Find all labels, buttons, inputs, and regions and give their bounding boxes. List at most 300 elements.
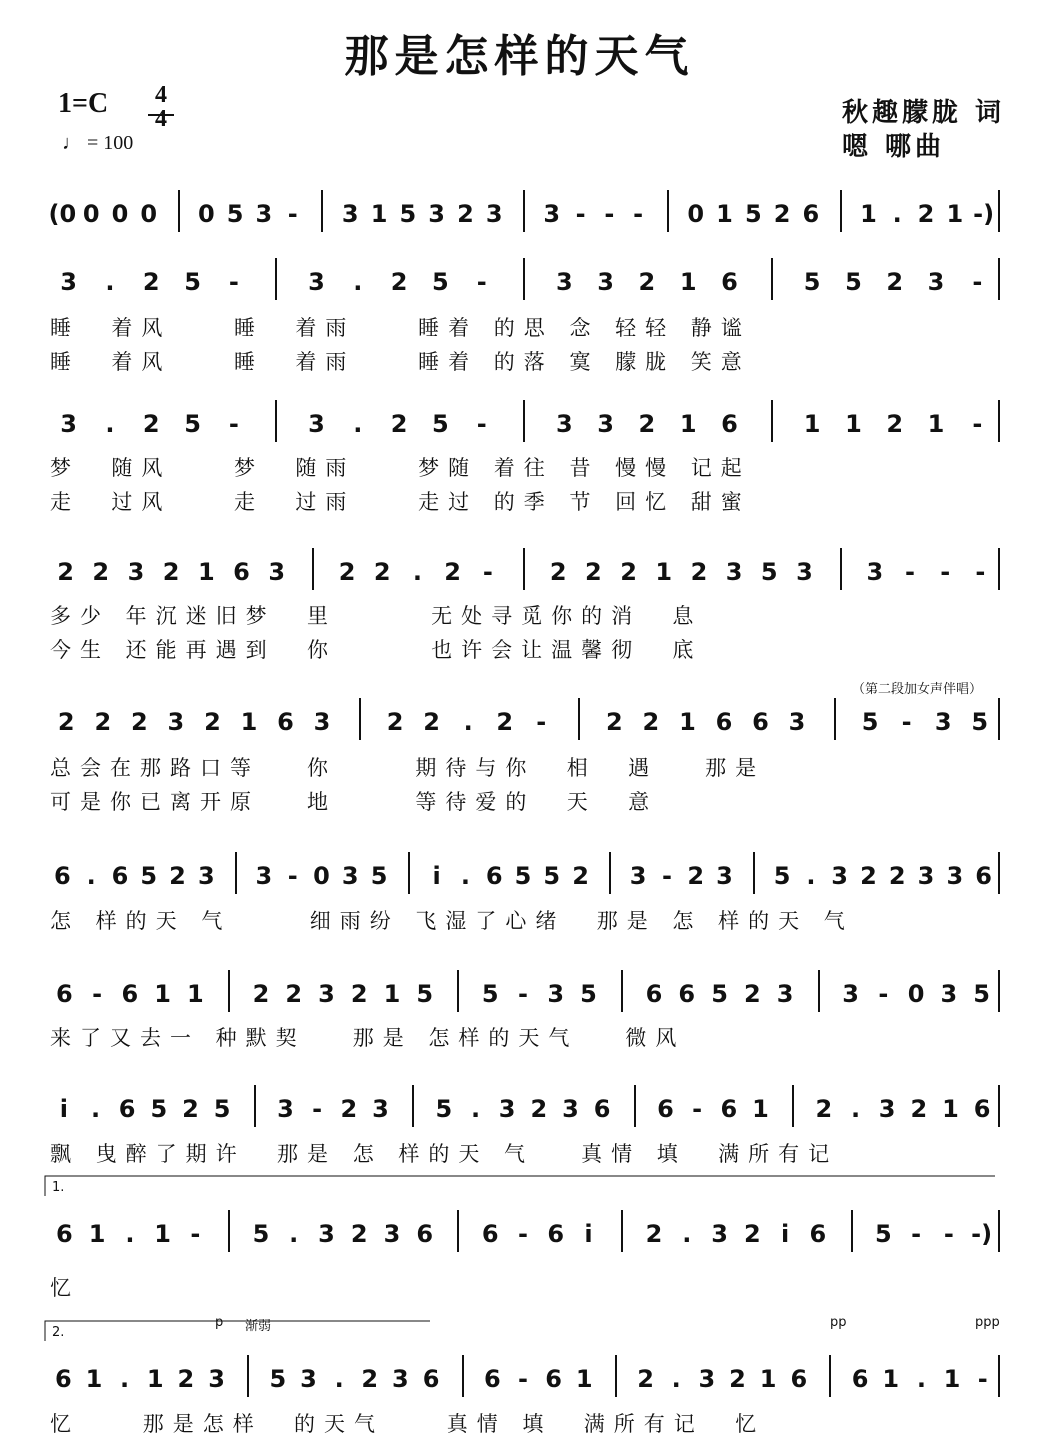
score-note: . [463, 708, 473, 736]
score-note: 3 [711, 1220, 728, 1248]
score-note: 5 [711, 980, 728, 1008]
score-note: - [536, 708, 547, 736]
score-note: 2 [177, 1365, 195, 1393]
score-note: 3 [383, 1220, 401, 1248]
score-note: 3 [255, 862, 273, 890]
score-note: 2 [530, 1095, 548, 1123]
score-note: 3 [597, 410, 614, 438]
score-note: 5 [773, 862, 791, 890]
score-note: 2 [917, 200, 935, 228]
barline [609, 852, 611, 894]
score-note: 3 [308, 410, 325, 438]
score-note: 2 [57, 708, 75, 736]
score-note: 6 [657, 1095, 674, 1123]
score-note: 6 [481, 1220, 499, 1248]
dynamic-marking: pp [830, 1315, 847, 1330]
score-note: 5 [184, 410, 201, 438]
score-note: 2 [687, 862, 705, 890]
score-note: 6 [54, 1365, 72, 1393]
lyric-line: 来了又去一 种默契 那是 怎样的天气 微风 [50, 1026, 686, 1050]
barline [254, 1085, 256, 1127]
score-note: 2 [620, 558, 637, 586]
score-note: 5 [861, 708, 879, 736]
score-note: 6 [233, 558, 250, 586]
score-note: 2 [94, 708, 112, 736]
score-note: 6 [111, 862, 129, 890]
score-note: 2 [361, 1365, 379, 1393]
score-note: 3 [927, 268, 945, 296]
barline [792, 1085, 794, 1127]
score-note: 2 [130, 708, 148, 736]
score-note: 2 [637, 1365, 654, 1393]
barline [840, 190, 842, 232]
score-note: 3 [318, 980, 335, 1008]
score-note: 3 [878, 1095, 896, 1123]
score-note: 6 [752, 708, 769, 736]
score-note: 2 [642, 708, 660, 736]
score-note: - [940, 558, 951, 586]
score-note: -) [971, 1220, 993, 1248]
barline [412, 1085, 414, 1127]
score-note: 6 [56, 980, 73, 1008]
score-note: - [692, 1095, 703, 1123]
score-note: - [287, 862, 298, 890]
score-note: 3 [597, 268, 614, 296]
barline [275, 258, 277, 300]
barline [462, 1355, 464, 1397]
barline [753, 852, 755, 894]
score-note: 6 [721, 268, 738, 296]
score-note: 3 [842, 980, 859, 1008]
time-sig-top: 4 [155, 82, 167, 108]
barline [235, 852, 237, 894]
score-note: . [125, 1220, 135, 1248]
barline [621, 1210, 623, 1252]
score-note: 2 [585, 558, 602, 586]
score-note: 2 [690, 558, 708, 586]
score-note: 1 [655, 558, 673, 586]
score-note: 5 [184, 268, 201, 296]
score-note: 5 [252, 1220, 270, 1248]
score-note: - [575, 200, 586, 228]
score-note: 1 [942, 1095, 959, 1123]
score-note: 2 [390, 410, 408, 438]
score-note: 2 [285, 980, 303, 1008]
score-note: 5 [213, 1095, 231, 1123]
score-note: . [412, 558, 422, 586]
barline [851, 1210, 853, 1252]
barline [771, 258, 773, 300]
score-note: 6 [802, 200, 820, 228]
score-note: 3 [268, 558, 286, 586]
score-note: 2 [338, 558, 356, 586]
song-title: 那是怎样的天气 [344, 31, 695, 82]
score-note: 2 [815, 1095, 833, 1123]
score-note: 6 [721, 410, 738, 438]
score-note: 5 [269, 1365, 287, 1393]
barline-end [998, 548, 1000, 590]
score-note: 2 [496, 708, 514, 736]
score-note: 6 [547, 1220, 565, 1248]
score-note: 2 [886, 268, 904, 296]
score-note: - [972, 410, 983, 438]
score-note: . [120, 1365, 130, 1393]
score-note: 3 [167, 708, 185, 736]
barline [228, 1210, 230, 1252]
score-note: 2 [169, 862, 186, 890]
score-note: 6 [56, 1220, 73, 1248]
score-note: 3 [208, 1365, 225, 1393]
performance-note: （第二段加女声伴唱） [852, 682, 983, 697]
score-note: 5 [416, 980, 434, 1008]
score-note: 2 [390, 268, 408, 296]
barline-end [998, 1355, 1000, 1397]
score-note: 2 [252, 980, 270, 1008]
score-note: . [460, 862, 470, 890]
score-note: - [312, 1095, 323, 1123]
score-note: i [584, 1220, 593, 1248]
score-note: 5 [803, 268, 821, 296]
score-note: . [671, 1365, 681, 1393]
score-note: 3 [788, 708, 806, 736]
score-note: . [806, 862, 816, 890]
score-note: 2 [373, 558, 391, 586]
score-note: 6 [483, 1365, 501, 1393]
score-note: 2 [142, 410, 160, 438]
score-note: 5 [370, 862, 388, 890]
score-note: 5 [432, 410, 449, 438]
barline-end [998, 852, 1000, 894]
score-note: 2 [444, 558, 461, 586]
score-note: 2 [162, 558, 180, 586]
score-note: - [905, 558, 916, 586]
score-note: . [850, 1095, 861, 1123]
barline [359, 698, 361, 740]
score-note: 0 [907, 980, 925, 1008]
score-note: -) [973, 200, 995, 228]
barline [457, 970, 459, 1012]
score-note: - [482, 558, 493, 586]
score-note: 6 [973, 1095, 991, 1123]
score-note: (0 [48, 200, 77, 228]
score-note: 3 [428, 200, 445, 228]
score-note: 1 [759, 1365, 777, 1393]
score-note: 3 [716, 862, 733, 890]
score-note: - [972, 268, 983, 296]
score-note: 2 [142, 268, 160, 296]
score-note: 6 [416, 1220, 434, 1248]
score-note: 3 [485, 200, 503, 228]
score-note: - [633, 200, 644, 228]
score-note: . [470, 1095, 481, 1123]
score-note: 1 [679, 410, 697, 438]
score-note: 2 [549, 558, 567, 586]
score-note: 5 [140, 862, 158, 890]
score-note: 6 [790, 1365, 808, 1393]
lyric-line: 今生 还能再遇到 你 也许会让温馨彻 底 [50, 638, 703, 662]
score-note: 2 [645, 1220, 663, 1248]
score-note: 6 [715, 708, 733, 736]
quarter-note-icon: ♩ [62, 132, 82, 154]
score-note: - [228, 268, 239, 296]
barline-end [998, 698, 1000, 740]
score-note: . [916, 1365, 926, 1393]
score-note: 1 [752, 1095, 769, 1123]
score-note: i [780, 1220, 790, 1248]
score-note: 3 [831, 862, 849, 890]
barline-end [998, 970, 1000, 1012]
score-note: - [518, 1220, 528, 1248]
score-note: 3 [300, 1365, 317, 1393]
dynamic-marking: 渐弱 [245, 1319, 272, 1334]
score-note: 3 [308, 268, 325, 296]
score-note: 0 [313, 862, 330, 890]
score-note: - [943, 1220, 954, 1248]
score-note: 3 [372, 1095, 389, 1123]
score-note: - [518, 1365, 528, 1393]
score-note: 1 [197, 558, 215, 586]
barline [178, 190, 180, 232]
score-note: 2 [605, 708, 623, 736]
lyric-line: 忆 那是怎样 的天气 真情 填 满所有记 忆 [50, 1412, 766, 1436]
score-note: 3 [555, 268, 573, 296]
score-note: - [878, 980, 889, 1008]
score-note: 3 [725, 558, 743, 586]
score-note: 5 [226, 200, 244, 228]
score-note: . [892, 200, 902, 228]
score-note: 5 [973, 980, 990, 1008]
barline [615, 1355, 617, 1397]
barline [247, 1355, 249, 1397]
score-note: 3 [698, 1365, 716, 1393]
score-note: 3 [341, 200, 359, 228]
score-note: 2 [340, 1095, 358, 1123]
score-note: 3 [60, 268, 77, 296]
score-note: i [59, 1095, 68, 1123]
score-note: 5 [760, 558, 778, 586]
score-note: 6 [851, 1365, 869, 1393]
score-note: 1 [575, 1365, 593, 1393]
volta-label: 2. [52, 1325, 65, 1340]
score-note: 5 [481, 980, 499, 1008]
score-note: 5 [514, 862, 532, 890]
barline [523, 190, 525, 232]
score-note: 1 [187, 980, 204, 1008]
score-note: - [476, 268, 487, 296]
score-note: 1 [679, 708, 696, 736]
barline [634, 1085, 636, 1127]
score-note: 1 [803, 410, 821, 438]
score-note: 3 [392, 1365, 409, 1393]
score-note: 1 [154, 1220, 171, 1248]
score-note: 6 [545, 1365, 562, 1393]
score-note: 0 [82, 200, 100, 228]
score-note: 6 [593, 1095, 611, 1123]
barline-end [998, 1210, 1000, 1252]
score-note: . [86, 862, 96, 890]
score-note: . [353, 268, 363, 296]
time-sig-bottom: 4 [155, 106, 167, 132]
barline [523, 400, 525, 442]
score-note: 5 [845, 268, 862, 296]
lyricist-credit: 秋趣朦胧 词 [842, 98, 1006, 128]
barline [408, 852, 410, 894]
score-note: 3 [60, 410, 77, 438]
score-note: 2 [182, 1095, 199, 1123]
score-note: 5 [432, 268, 449, 296]
score-note: 5 [435, 1095, 453, 1123]
barline [621, 970, 623, 1012]
score-note: 6 [422, 1365, 440, 1393]
barline [523, 258, 525, 300]
score-note: 2 [350, 980, 368, 1008]
score-note: . [105, 268, 115, 296]
score-note: 3 [543, 200, 561, 228]
score-note: 3 [127, 558, 145, 586]
score-note: 1 [154, 980, 171, 1008]
score-note: i [432, 862, 441, 890]
score-note: 3 [940, 980, 958, 1008]
score-note: 6 [720, 1095, 738, 1123]
score-note: 2 [386, 708, 404, 736]
score-note: 6 [645, 980, 663, 1008]
score-note: 1 [240, 708, 258, 736]
score-note: . [289, 1220, 299, 1248]
score-note: 2 [350, 1220, 368, 1248]
barline [275, 400, 277, 442]
score-note: 3 [313, 708, 331, 736]
barline [578, 698, 580, 740]
tempo-value: = 100 [87, 132, 134, 154]
score-note: 3 [277, 1095, 294, 1123]
score-note: 0 [687, 200, 705, 228]
score-note: . [682, 1220, 692, 1248]
barline [228, 970, 230, 1012]
score-note: 2 [729, 1365, 746, 1393]
score-note: - [977, 1365, 988, 1393]
score-note: - [287, 200, 298, 228]
score-note: 3 [917, 862, 935, 890]
score-note: 6 [975, 862, 992, 890]
score-note: - [975, 558, 986, 586]
volta-label: 1. [52, 1180, 65, 1195]
lyric-line: 梦 随风 梦 随雨 梦随 着往 昔 慢慢 记起 [50, 456, 751, 480]
score-note: - [518, 980, 528, 1008]
score-note: 1 [927, 410, 945, 438]
barline [818, 970, 820, 1012]
score-note: 1 [85, 1365, 103, 1393]
score-note: 2 [457, 200, 474, 228]
barline [667, 190, 669, 232]
score-note: 6 [678, 980, 696, 1008]
score-note: 3 [629, 862, 647, 890]
score-note: 2 [743, 980, 761, 1008]
dynamic-marking: p [215, 1315, 224, 1330]
score-note: 3 [197, 862, 215, 890]
lyric-line: 走 过风 走 过雨 走过 的季 节 回忆 甜蜜 [50, 490, 751, 514]
score-note: 3 [318, 1220, 335, 1248]
barline [312, 548, 314, 590]
score-note: 3 [946, 862, 964, 890]
barline-end [998, 1085, 1000, 1127]
lyric-line: 忆 [50, 1276, 80, 1300]
score-note: - [190, 1220, 201, 1248]
lyric-line: 多少 年沉迷旧梦 里 无处寻觅你的消 息 [50, 604, 703, 628]
barline-end [998, 258, 1000, 300]
score-note: 5 [150, 1095, 168, 1123]
score-note: - [476, 410, 487, 438]
score-note: 1 [946, 200, 964, 228]
barline [321, 190, 323, 232]
score-note: 3 [498, 1095, 516, 1123]
score-note: 2 [638, 410, 656, 438]
score-note: 5 [744, 200, 762, 228]
score-note: 2 [423, 708, 440, 736]
barline [771, 400, 773, 442]
score-note: 2 [92, 558, 110, 586]
score-note: 5 [580, 980, 597, 1008]
barline [834, 698, 836, 740]
score-note: 6 [118, 1095, 136, 1123]
score-note: - [92, 980, 103, 1008]
lyric-line: 怎 样的天 气 细雨纷 飞湿了心绪 那是 怎 样的天 气 [50, 909, 854, 933]
score-note: 3 [776, 980, 794, 1008]
score-note: 3 [934, 708, 952, 736]
score-note: 6 [121, 980, 139, 1008]
score-note: 1 [370, 200, 388, 228]
lyric-line: 睡 着风 睡 着雨 睡着 的落 寞 朦胧 笑意 [50, 350, 751, 374]
score-note: 2 [638, 268, 656, 296]
lyric-line: 总会在那路口等 你 期待与你 相 遇 那是 [50, 756, 766, 780]
score-note: - [911, 1220, 922, 1248]
score-note: 2 [886, 410, 904, 438]
score-note: 2 [888, 862, 906, 890]
score-note: 2 [743, 1220, 761, 1248]
score-note: 2 [860, 862, 877, 890]
barline-end [998, 190, 1000, 232]
score-note: . [90, 1095, 101, 1123]
score-note: 1 [146, 1365, 164, 1393]
barline [840, 548, 842, 590]
score-note: 5 [874, 1220, 892, 1248]
score-note: 1 [679, 268, 697, 296]
score-note: - [661, 862, 672, 890]
score-note: 2 [57, 558, 74, 586]
score-note: . [353, 410, 363, 438]
barline-end [998, 400, 1000, 442]
lyric-line: 飘 曳醉了期许 那是 怎 样的天 气 真情 填 满所有记 [50, 1142, 839, 1166]
score-note: 1 [860, 200, 877, 228]
score-note: 2 [204, 708, 221, 736]
score-note: - [604, 200, 615, 228]
score-note: 1 [716, 200, 733, 228]
lyric-line: 可是你已离开原 地 等待爱的 天 意 [50, 790, 659, 814]
score-note: 3 [866, 558, 884, 586]
score-note: 3 [562, 1095, 579, 1123]
score-note: 0 [111, 200, 129, 228]
barline [829, 1355, 831, 1397]
score-note: 0 [140, 200, 158, 228]
lyric-line: 睡 着风 睡 着雨 睡着 的思 念 轻轻 静谧 [50, 316, 751, 340]
score-note: 6 [277, 708, 294, 736]
score-note: 2 [572, 862, 589, 890]
score-note: 2 [910, 1095, 928, 1123]
score-note: 1 [943, 1365, 961, 1393]
score-note: 1 [383, 980, 401, 1008]
key-signature: 1=C [58, 88, 109, 119]
score-note: 1 [88, 1220, 106, 1248]
score-note: - [228, 410, 239, 438]
